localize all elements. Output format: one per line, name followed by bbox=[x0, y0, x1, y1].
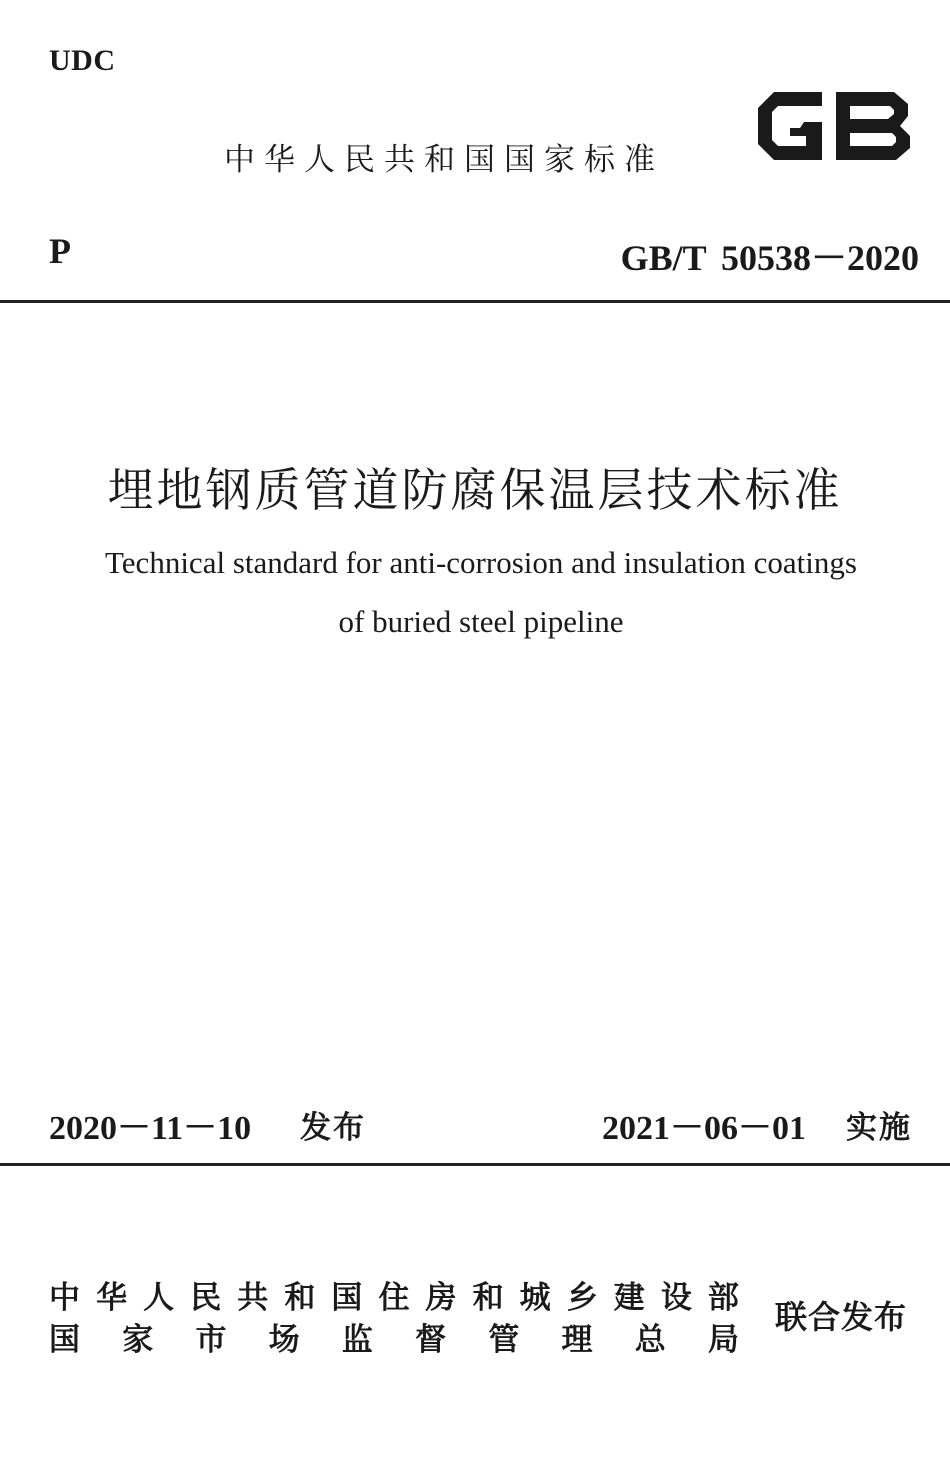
publisher-char: 华 bbox=[96, 1280, 128, 1316]
implementation-date: 2021－06－01 bbox=[602, 1110, 806, 1147]
udc-label: UDC bbox=[49, 44, 116, 77]
issue-date: 2020－11－10 bbox=[49, 1110, 252, 1147]
publisher-char: 住 bbox=[378, 1280, 410, 1316]
publisher-char: 督 bbox=[415, 1322, 447, 1358]
title-chinese: 埋地钢质管道防腐保温层技术标准 bbox=[107, 463, 843, 517]
top-divider bbox=[0, 300, 950, 303]
publisher-char: 乡 bbox=[566, 1280, 598, 1316]
gb-logo bbox=[744, 78, 920, 174]
publisher-char: 国 bbox=[331, 1280, 363, 1316]
publisher-char: 场 bbox=[268, 1322, 300, 1358]
publisher-char: 共 bbox=[237, 1280, 269, 1316]
publisher-char: 国 bbox=[49, 1322, 80, 1358]
title-english-line1: Technical standard for anti-corrosion and insulation coatings bbox=[105, 545, 857, 580]
publisher-char: 监 bbox=[341, 1322, 373, 1358]
publisher-char: 建 bbox=[613, 1280, 645, 1316]
publisher-char: 部 bbox=[707, 1280, 739, 1316]
publisher-char: 和 bbox=[472, 1280, 504, 1316]
publisher-char: 市 bbox=[195, 1322, 227, 1358]
publisher-char: 城 bbox=[519, 1280, 551, 1316]
publisher-char: 理 bbox=[561, 1322, 593, 1358]
publisher-line1 bbox=[49, 1272, 739, 1317]
implementation-label: 实施 bbox=[846, 1110, 912, 1146]
standard-category: P bbox=[49, 231, 71, 271]
publisher-char: 设 bbox=[660, 1280, 692, 1316]
publisher-char: 和 bbox=[284, 1280, 316, 1316]
publisher-char: 局 bbox=[707, 1322, 739, 1358]
standard-number: GB/T 50538－2020 bbox=[620, 238, 919, 278]
publisher-char: 房 bbox=[425, 1280, 457, 1316]
issue-label: 发布 bbox=[300, 1110, 366, 1146]
title-english-line2: of buried steel pipeline bbox=[338, 604, 624, 639]
publisher-char: 家 bbox=[122, 1322, 154, 1358]
publisher-char: 民 bbox=[190, 1280, 222, 1316]
publisher-char: 管 bbox=[488, 1322, 520, 1358]
joint-publish-label: 联合发布 bbox=[775, 1298, 908, 1336]
publisher-line2 bbox=[49, 1314, 739, 1359]
publisher-char: 总 bbox=[634, 1322, 666, 1358]
publisher-char: 人 bbox=[143, 1280, 175, 1316]
publisher-char: 中 bbox=[49, 1280, 80, 1316]
national-standard-label: 中华人民共和国国家标准 bbox=[224, 142, 664, 178]
bottom-divider bbox=[0, 1163, 950, 1166]
